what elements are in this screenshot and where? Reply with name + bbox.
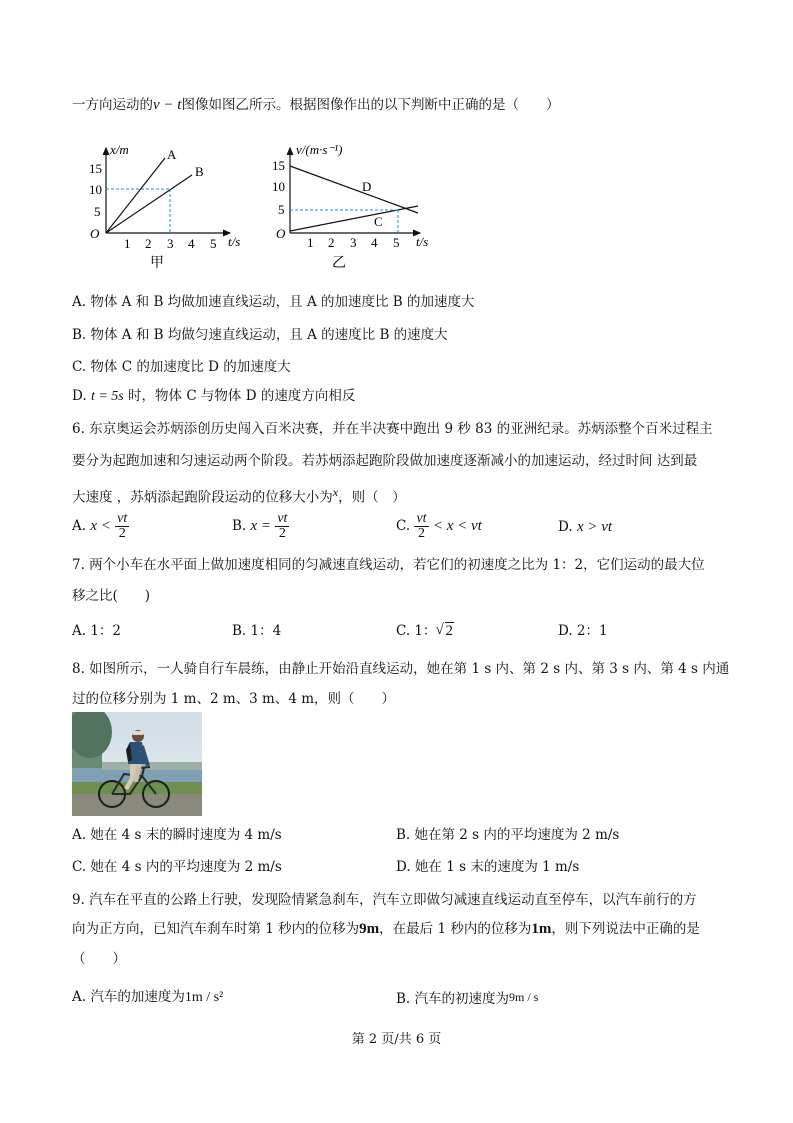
option-math: x > vt [576, 519, 613, 535]
option-letter: D. [72, 388, 87, 404]
y-axis-label: x/m [110, 142, 129, 157]
q9-stem-line1: 9. 汽车在平直的公路上行驶，发现险情紧急刹车，汽车立即做匀减速直线运动直至停车，以汽车前行的方 [72, 892, 697, 908]
q6-option-c[interactable] [396, 512, 482, 541]
cyclist-photo [72, 712, 202, 816]
x-tick: 1 [307, 235, 314, 250]
option-letter: A. [72, 518, 87, 534]
x-tick: 1 [124, 236, 131, 251]
y-tick: 10 [89, 182, 102, 197]
x-tick: 5 [393, 235, 400, 250]
q8-option-b[interactable]: B. 她在第 2 s 内的平均速度为 2 m/s [396, 827, 620, 843]
q9-stem-line3: （ ） [72, 951, 126, 967]
q6-stem-line2: 要分为起跑加速和匀速运动两个阶段。若苏炳添起跑阶段做加速度逐渐减小的加速运动，经过时间 达到最 [72, 453, 698, 469]
q6-option-d[interactable] [558, 518, 612, 536]
question-intro [72, 96, 559, 114]
q8-stem-line1: 8. 如图所示，一人骑自行车晨练，由静止开始沿直线运动，她在第 1 s 内、第 2 s 内、第 3 s 内、第 4 s 内通 [72, 661, 730, 677]
line-d [290, 166, 418, 213]
option-math: 1m / s² [184, 990, 224, 1005]
option-math: t = 5s [90, 389, 124, 404]
q9-stem-line2 [72, 920, 700, 938]
line-c [290, 206, 418, 231]
fraction: $\frac{vt}{2}$ [117, 511, 128, 541]
q6-option-a[interactable] [72, 512, 129, 541]
q6-stem-line1: 6. 东京奥运会苏炳添创历史闯入百米决赛，并在半决赛中跑出 9 秒 83 的亚洲纪录。苏炳添整个百米过程主 [72, 421, 713, 437]
q7-option-c[interactable] [396, 622, 454, 640]
line-d-label: D [362, 179, 372, 194]
stem-text: 向为正方向，已知汽车刹车时第 1 秒内的位移为 [72, 921, 360, 937]
option-letter: D. [558, 519, 573, 535]
x-tick: 3 [350, 235, 357, 250]
q6-stem-line3 [72, 483, 406, 507]
y-tick: 15 [89, 161, 102, 176]
x-tick: 2 [145, 236, 152, 251]
q5-option-b[interactable]: B. 物体 A 和 B 均做匀速直线运动，且 A 的速度比 B 的速度大 [72, 327, 448, 343]
q8-option-c[interactable]: C. 她在 4 s 内的平均速度为 2 m/s [72, 859, 282, 875]
y-tick: 15 [272, 158, 285, 173]
graph-caption: 乙 [332, 256, 346, 271]
q5-option-d[interactable] [72, 387, 355, 406]
stem-text: 大速度 ，苏炳添起跑阶段运动的位移大小为 [72, 489, 333, 506]
option-text: B. 汽车的初速度为 [396, 991, 510, 1007]
option-math: x = [250, 518, 272, 534]
x-tick: 3 [167, 236, 174, 251]
option-math: x < [90, 518, 111, 534]
option-math: < x < vt [432, 518, 482, 534]
graph-caption: 甲 [150, 256, 164, 271]
fraction: $\frac{vt}{2}$ [277, 511, 288, 541]
q8-option-d[interactable]: D. 她在 1 s 末的速度为 1 m/s [396, 859, 580, 875]
q9-option-a[interactable] [72, 988, 223, 1007]
y-tick: 10 [272, 179, 285, 194]
q7-stem-line2: 移之比( ) [72, 588, 151, 604]
sqrt: √ 2 [435, 622, 454, 639]
line-b [106, 175, 192, 233]
option-text: A. 汽车的加速度为 [72, 989, 185, 1005]
option-math: 9m / s [509, 990, 539, 1004]
option-letter: C. [396, 518, 411, 534]
x-tick: 4 [188, 236, 195, 251]
intro-var: v − t [153, 97, 182, 113]
stem-text: ，在最后 1 秒内的位移为 [379, 921, 532, 937]
y-tick: 5 [94, 204, 101, 219]
page-footer: 第 2 页/共 6 页 [351, 1032, 442, 1047]
x-axis-label: t/s [228, 234, 241, 249]
origin-label: O [90, 226, 100, 241]
q7-option-b[interactable]: B. 1：4 [232, 623, 282, 639]
intro-prefix: 一方向运动的 [72, 97, 153, 113]
x-axis-label: t/s [416, 234, 429, 249]
line-a [106, 158, 165, 233]
line-b-label: B [195, 164, 204, 179]
q7-option-a[interactable]: A. 1：2 [72, 623, 122, 639]
y-tick: 5 [278, 202, 285, 217]
q6-option-b[interactable] [232, 512, 289, 541]
stem-var: x [332, 485, 339, 499]
line-a-label: A [167, 147, 177, 162]
x-tick: 2 [328, 235, 335, 250]
q7-stem-line1: 7. 两个小车在水平面上做加速度相同的匀减速直线运动，若它们的初速度之比为 1：2，它们运动的最大位 [72, 557, 705, 573]
graph-yi [268, 140, 438, 272]
q7-option-d[interactable]: D. 2：1 [558, 623, 608, 639]
y-axis-label: v/(m·s⁻¹) [296, 142, 343, 157]
q8-option-a[interactable]: A. 她在 4 s 末的瞬时速度为 4 m/s [72, 827, 282, 843]
q5-option-a[interactable]: A. 物体 A 和 B 均做加速直线运动，且 A 的加速度比 B 的加速度大 [72, 294, 475, 310]
q9-option-b[interactable] [396, 988, 538, 1008]
stem-text: ，则下列说法中正确的是 [551, 921, 700, 937]
cyclist-illustration [72, 712, 202, 816]
graph-jia [80, 140, 255, 272]
x-tick: 4 [371, 235, 378, 250]
stem-text: ，则（ ） [338, 489, 406, 506]
fraction: $\frac{vt}{2}$ [416, 511, 427, 541]
stem-math: 1m [531, 921, 552, 937]
q5-option-c[interactable]: C. 物体 C 的加速度比 D 的加速度大 [72, 359, 291, 375]
x-tick: 5 [210, 236, 217, 251]
q8-stem-line2: 过的位移分别为 1 m、2 m、3 m、4 m，则（ ） [72, 691, 396, 707]
intro-suffix: 图像如图乙所示。根据图像作出的以下判断中正确的是（ ） [181, 97, 560, 113]
origin-label: O [276, 226, 286, 241]
option-text: 时，物体 C 与物体 D 的速度方向相反 [123, 388, 356, 404]
option-text: C. 1： [396, 623, 437, 639]
option-letter: B. [232, 518, 247, 534]
stem-math: 9m [359, 921, 380, 937]
line-c-label: C [374, 214, 383, 229]
